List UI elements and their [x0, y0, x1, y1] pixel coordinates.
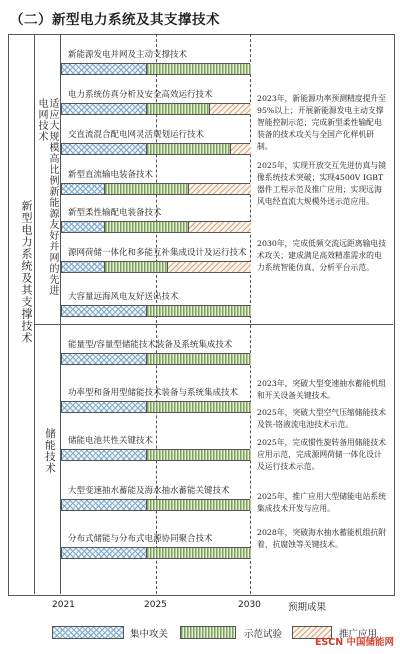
- task-bar: [61, 143, 250, 155]
- phase-promo: [230, 144, 251, 154]
- phase-demo: [146, 104, 209, 114]
- task-bar: [61, 305, 250, 317]
- task-bar: [61, 221, 250, 233]
- milestone-text: 2025年，实现开放交互先进仿真与镜像系统技术突破；实现4500V IGBT器件工程示范及推广应用；实现远海风电经直流大规模外送示范应用。: [257, 161, 386, 206]
- milestone-text: 2030年，完成低频交流远距离输电技术攻关；建成满足高效精准需求的电力系统智能仿真、分析平台示范。: [257, 239, 386, 272]
- task-bar: [61, 547, 250, 559]
- task-label: 新型直流输电装备技术: [68, 170, 154, 180]
- task-bar: [61, 103, 250, 115]
- phase-focused: [62, 222, 104, 232]
- milestone-text: 2025年，突破大型空气压缩储能技术及铁-铬液流电池技术示范。: [257, 408, 386, 429]
- task-label: 能量型/容量型储能技术装备及系统集成技术: [68, 340, 233, 350]
- task-label: 分布式储能与分布式电源协同聚合技术: [68, 534, 213, 544]
- legend-swatch-focused: [52, 626, 124, 639]
- page-title: （二）新型电力系统及其支撑技术: [10, 12, 220, 28]
- legend-label-promo: 推广应用: [339, 629, 378, 640]
- phase-demo: [146, 402, 251, 412]
- milestone-text: 2028年，突破海水抽水蓄能机组抗附着、抗腐蚀等关键技术。: [257, 528, 386, 549]
- section-label-grid: 适应大规模高比例新能源友好并网的先进电网技术: [36, 98, 58, 296]
- task-bar: [61, 353, 250, 365]
- axis-tick: 2021: [52, 600, 75, 610]
- phase-focused: [62, 450, 146, 460]
- phase-demo: [146, 354, 251, 364]
- phase-promo: [188, 184, 251, 194]
- phase-demo: [146, 548, 251, 558]
- task-label: 大容量远海风电友好送出技术: [68, 292, 179, 302]
- task-label: 新能源发电并网及主动支撑技术: [68, 50, 188, 60]
- legend-swatch-demo: [180, 626, 236, 639]
- phase-focused: [62, 144, 146, 154]
- task-label: 新型柔性输配电装备技术: [68, 208, 162, 218]
- phase-promo: [209, 104, 251, 114]
- phase-focused: [62, 262, 104, 272]
- task-label: 大型变速抽水蓄能及海水抽水蓄能关键技术: [68, 486, 230, 496]
- phase-focused: [62, 184, 104, 194]
- milestone-text: 2023年，新能源功率预测精度提升至95%以上；开展新能源发电主动支撑智能控制示范；完成新型柔性输配电装备的技术攻关与全国产化样机研制。: [257, 94, 386, 151]
- section-label-storage: 储能技术: [44, 428, 56, 474]
- axis-tick: 2030: [238, 600, 261, 610]
- milestone-text: 2025年，推广应用大型储能电站系统集成技术开发与应用。: [257, 492, 386, 513]
- milestone-text: 2023年，突破大型变速抽水蓄能机组和开关设备关键技术。: [257, 379, 386, 400]
- legend-label-demo: 示范试验: [244, 629, 283, 640]
- task-label: 电力系统仿真分析及安全高效运行技术: [68, 90, 213, 100]
- phase-focused: [62, 104, 146, 114]
- phase-demo: [146, 64, 251, 74]
- phase-focused: [62, 548, 146, 558]
- phase-promo: [167, 262, 251, 272]
- phase-demo: [104, 184, 188, 194]
- task-bar: [61, 261, 250, 273]
- task-bar: [61, 183, 250, 195]
- phase-promo: [188, 222, 251, 232]
- main-category-label: 新型电力系统及其支撑技术: [20, 200, 33, 344]
- axis-tick: 2025: [144, 600, 167, 610]
- watermark-logo: ESCN 中国储能网: [314, 637, 394, 648]
- phase-demo: [146, 450, 251, 460]
- phase-focused: [62, 354, 146, 364]
- legend-label-focused: 集中攻关: [130, 629, 169, 640]
- phase-focused: [62, 402, 146, 412]
- results-column-label: 预期成果: [288, 602, 327, 613]
- task-label: 源网荷储一体化和多能互补集成设计及运行技术: [68, 248, 247, 258]
- phase-demo: [104, 262, 167, 272]
- task-label: 储能电池共性关键技术: [68, 436, 154, 446]
- phase-focused: [62, 500, 146, 510]
- phase-focused: [62, 64, 146, 74]
- phase-demo: [146, 306, 251, 316]
- task-label: 功率型和备用型储能技术装备与系统集成技术: [68, 388, 239, 398]
- task-bar: [61, 401, 250, 413]
- phase-demo: [146, 144, 230, 154]
- phase-demo: [104, 222, 188, 232]
- task-label: 交直流混合配电网灵活规划运行技术: [68, 130, 205, 140]
- phase-demo: [146, 500, 251, 510]
- milestone-text: 2025年，完成惯性旋转备用储能技术应用示范，完成源网荷储一体化设计及运行技术示范。: [257, 438, 386, 471]
- task-bar: [61, 499, 250, 511]
- task-bar: [61, 449, 250, 461]
- phase-focused: [62, 306, 146, 316]
- task-bar: [61, 63, 250, 75]
